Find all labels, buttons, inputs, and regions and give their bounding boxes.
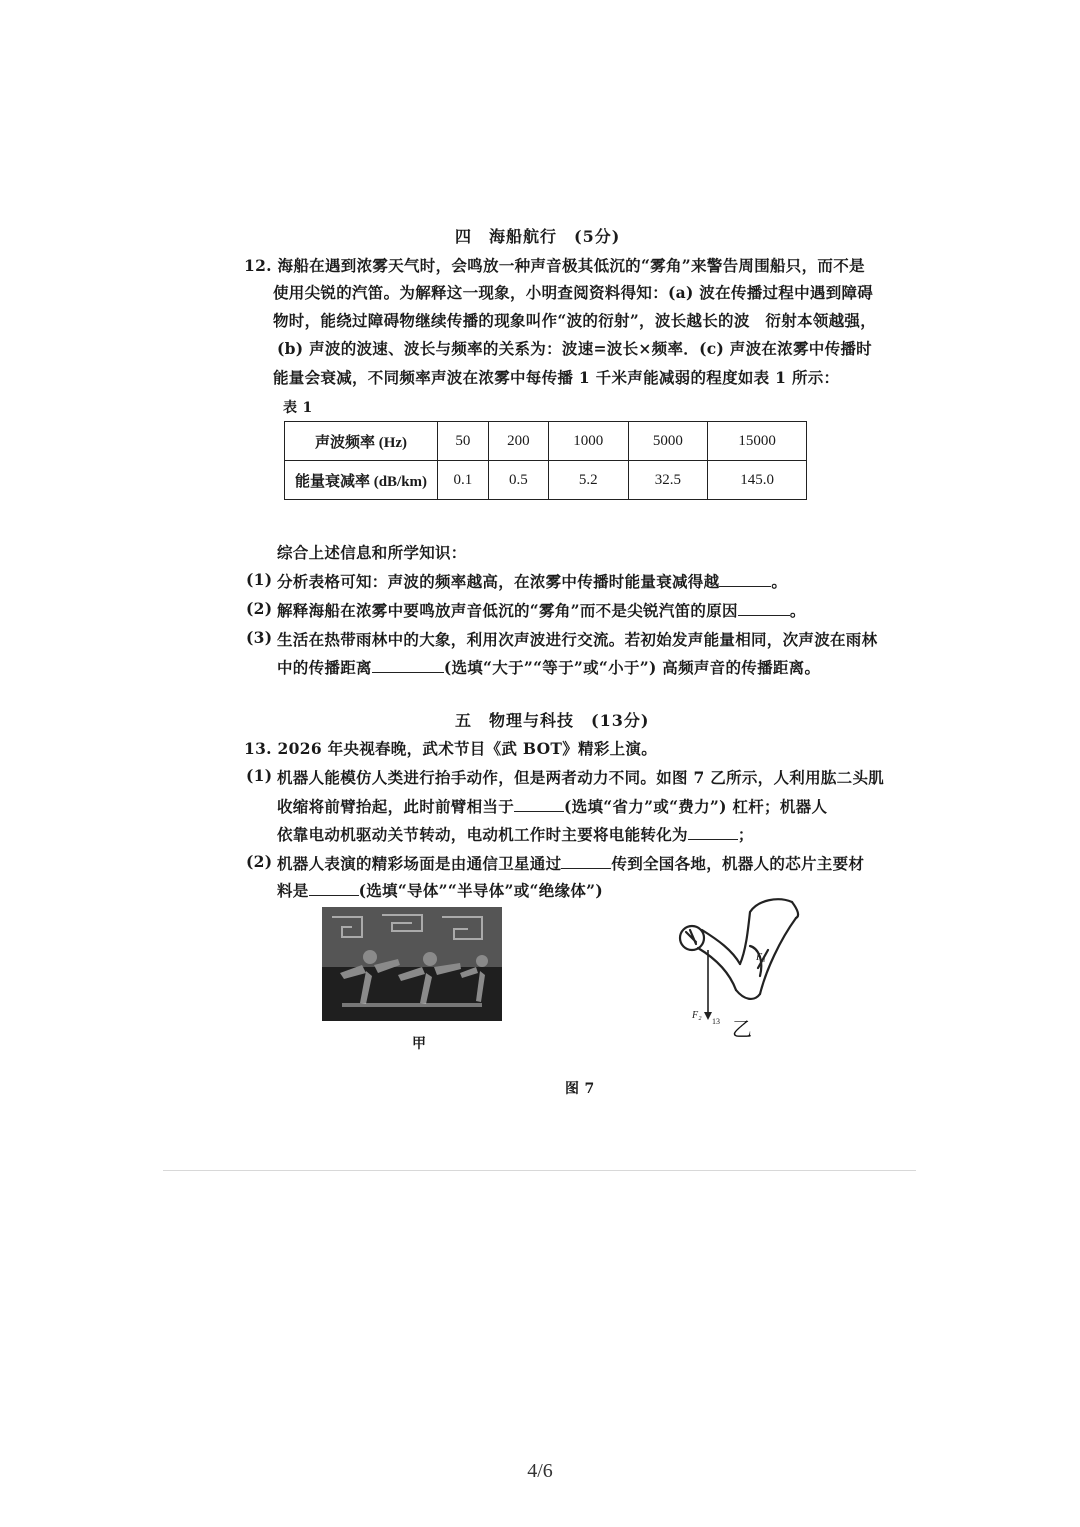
q12-part-1 [277, 570, 787, 592]
q12-part-1-number: (1) [246, 570, 273, 589]
answer-blank[interactable] [561, 853, 611, 869]
q12-part-1-end: 。 [771, 572, 788, 591]
figure-caption-a: 甲 [412, 1036, 427, 1052]
q12-part-3-text: 中的传播距离 [277, 658, 372, 677]
q12-part-3-number: (3) [246, 628, 273, 647]
q12-line-2: 使用尖锐的汽笛。为解释这一现象，小明查阅资料得知：(a) 波在传播过程中遇到障碍 [273, 283, 874, 302]
q12-line-4: (b) 声波的波速、波长与频率的关系为：波速=波长×频率．(c) 声波在浓雾中传播时 [277, 339, 872, 358]
figure-caption-b: 乙 [732, 1017, 752, 1040]
q12-part-1-text: 分析表格可知：声波的频率越高，在浓雾中传播时能量衰减得越 [277, 572, 720, 591]
q12-line-3: 物时，能绕过障碍物继续传播的现象叫作“波的衍射”，波长越长的波 衍射本领越强， [273, 311, 877, 330]
page-number: 4/6 [527, 1460, 553, 1482]
label-f2: F₂ [692, 1010, 702, 1021]
q12-part-3-line-2 [277, 656, 820, 678]
table-cell: 1000 [549, 422, 629, 461]
section-4-title: 四 海船航行 (5分) [455, 227, 621, 246]
answer-blank[interactable] [738, 600, 790, 616]
table-cell: 15000 [708, 422, 807, 461]
q13-part-2-line-2 [277, 879, 603, 901]
q13-part-1-number: (1) [246, 766, 273, 785]
frequency-attenuation-table [284, 421, 807, 500]
table-row [285, 461, 807, 500]
table-header-frequency: 声波频率 (Hz) [285, 422, 438, 461]
table-cell: 200 [488, 422, 548, 461]
table-cell: 0.1 [438, 461, 489, 500]
photo-illustration [322, 907, 502, 1021]
q12-summary: 综合上述信息和所学知识： [277, 543, 467, 562]
arm-lever-diagram [668, 890, 808, 1040]
q12-part-2-end: 。 [789, 601, 806, 620]
robot-performance-photo [322, 907, 502, 1021]
table-cell: 0.5 [488, 461, 548, 500]
q13-part-1-text-d: ； [737, 825, 754, 844]
q13-part-1-line-3 [277, 823, 754, 845]
label-13: 13 [712, 1017, 720, 1026]
table-cell: 32.5 [628, 461, 708, 500]
table-label: 表 1 [283, 400, 313, 416]
answer-blank[interactable] [309, 880, 359, 896]
q12-line-1: 12. 海船在遇到浓雾天气时，会鸣放一种声音极其低沉的“雾角”来警告周围船只，而不是 [244, 256, 865, 275]
q13-part-2-text-d: (选填“导体”“半导体”或“绝缘体”) [358, 881, 603, 900]
q13-part-2-number: (2) [246, 852, 273, 871]
answer-blank[interactable] [719, 571, 771, 587]
q13-part-1-line-1: 机器人能模仿人类进行抬手动作，但是两者动力不同。如图 7 乙所示，人利用肱二头肌 [277, 768, 885, 787]
table-cell: 145.0 [708, 461, 807, 500]
q13-part-2-text-c: 料是 [277, 881, 309, 900]
answer-blank[interactable] [514, 796, 564, 812]
q12-part-2 [277, 599, 806, 621]
q13-part-1-text-b: (选填“省力”或“费力”) 杠杆；机器人 [564, 797, 828, 816]
q13-part-2-line-1 [277, 852, 864, 874]
page-divider [163, 1170, 916, 1171]
q12-part-3-line-1: 生活在热带雨林中的大象，利用次声波进行交流。若初始发声能量相同，次声波在雨林 [277, 630, 878, 649]
table-row [285, 422, 807, 461]
q12-part-2-text: 解释海船在浓雾中要鸣放声音低沉的“雾角”而不是尖锐汽笛的原因 [277, 601, 738, 620]
figure-7-caption: 图 7 [565, 1081, 595, 1097]
q13-stem: 13. 2026 年央视春晚，武术节目《武 BOT》精彩上演。 [244, 739, 658, 758]
q13-part-1-line-2 [277, 795, 827, 817]
table-header-attenuation: 能量衰减率 (dB/km) [285, 461, 438, 500]
q13-part-1-text-c: 依靠电动机驱动关节转动，电动机工作时主要将电能转化为 [277, 825, 688, 844]
q13-part-2-text-b: 传到全国各地，机器人的芯片主要材 [611, 854, 865, 873]
q12-part-2-number: (2) [246, 599, 273, 618]
answer-blank[interactable] [372, 657, 444, 673]
force-arrow-head [704, 1012, 712, 1020]
table-cell: 5.2 [549, 461, 629, 500]
table-cell: 50 [438, 422, 489, 461]
q12-part-3-end: (选填“大于”“等于”或“小于”) 高频声音的传播距离。 [443, 658, 821, 677]
answer-blank[interactable] [688, 824, 738, 840]
q12-line-5: 能量会衰减，不同频率声波在浓雾中每传播 1 千米声能减弱的程度如表 1 所示： [273, 368, 840, 387]
label-f1: F₁ [756, 952, 766, 963]
q13-part-1-text-a: 收缩将前臂抬起，此时前臂相当于 [277, 797, 515, 816]
q13-part-2-text-a: 机器人表演的精彩场面是由通信卫星通过 [277, 854, 562, 873]
section-5-title: 五 物理与科技 (13分) [455, 711, 650, 730]
table-cell: 5000 [628, 422, 708, 461]
